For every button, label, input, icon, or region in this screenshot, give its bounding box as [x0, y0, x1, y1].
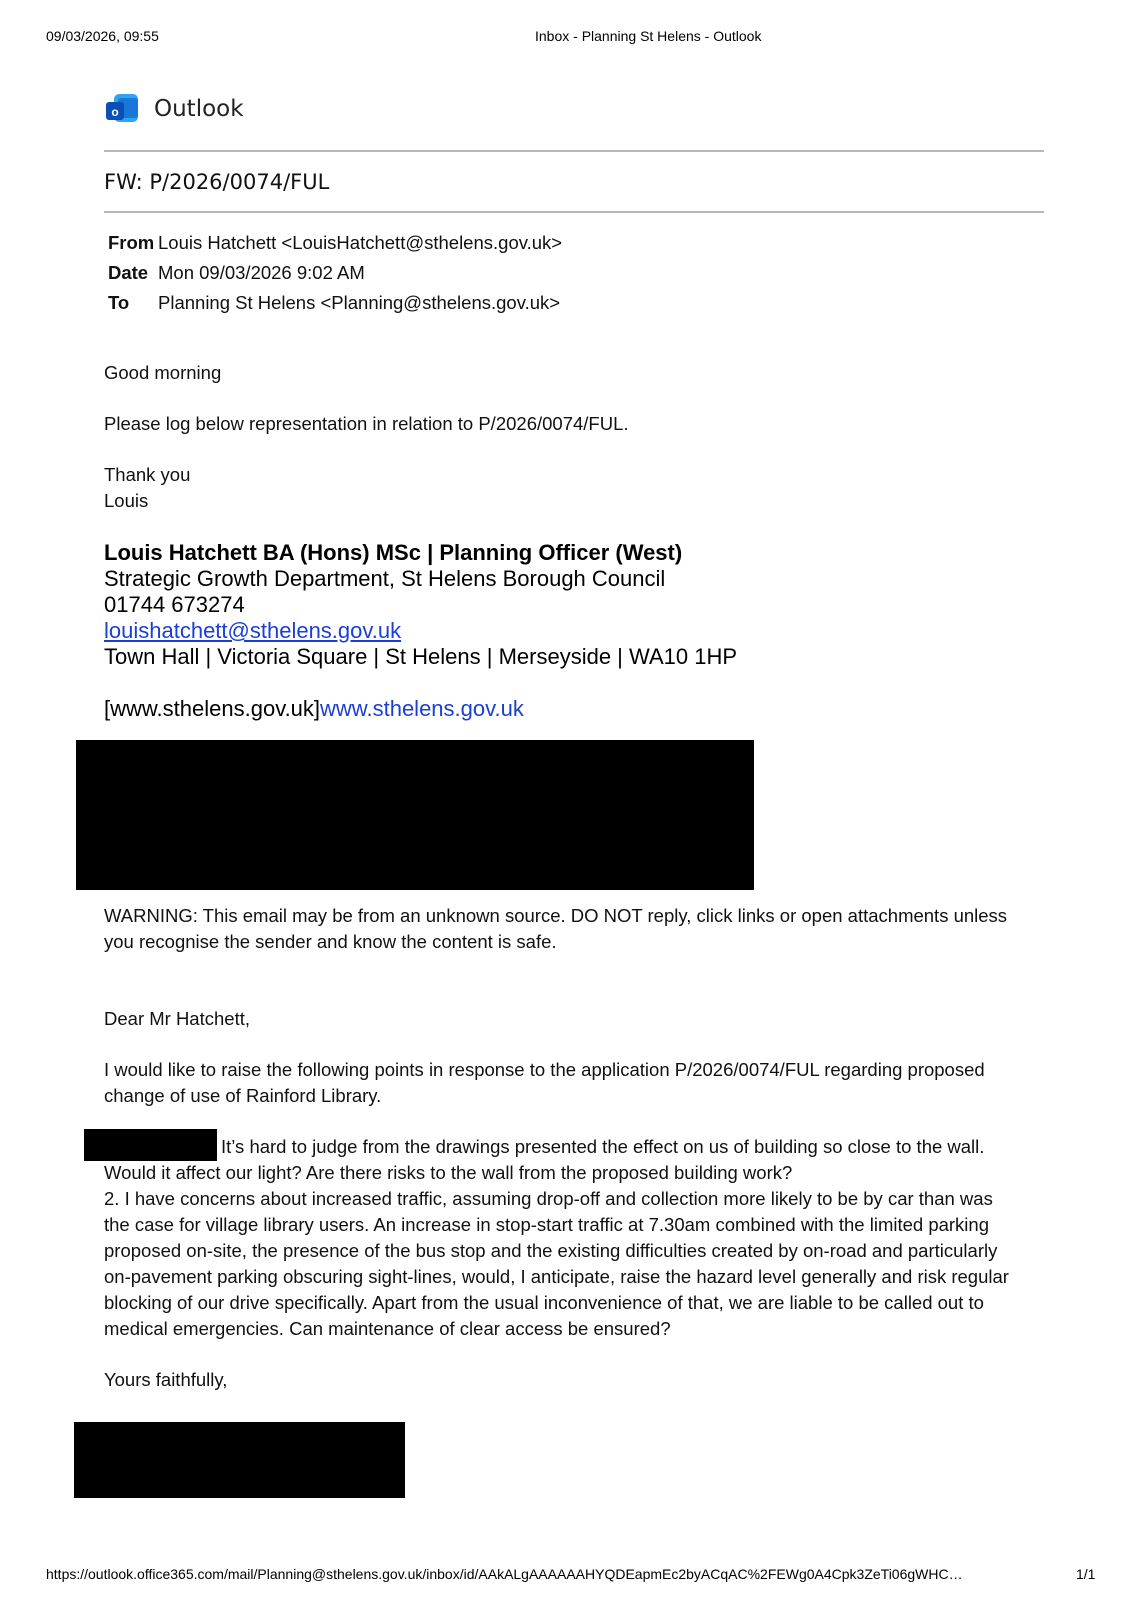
- greeting: Good morning: [104, 362, 222, 383]
- signature-department: Strategic Growth Department, St Helens Borough Council: [104, 566, 666, 591]
- signature-website: [104, 696, 524, 722]
- website-link[interactable]: www.sthelens.gov.uk: [320, 696, 524, 721]
- point2-line: blocking of our drive specifically. Apart from the usual inconvenience of that, we are liable to be called out to: [104, 1292, 984, 1313]
- thanks: Thank you: [104, 464, 191, 485]
- signature-email-link[interactable]: louishatchett@sthelens.gov.uk: [104, 618, 402, 643]
- print-datetime: 09/03/2026, 09:55: [46, 28, 159, 44]
- website-bracket-text: [www.sthelens.gov.uk]: [104, 696, 321, 721]
- to-label: To: [108, 292, 130, 313]
- date-value: Mon 09/03/2026 9:02 AM: [158, 262, 365, 283]
- request-text: Please log below representation in relation to P/2026/0074/FUL.: [104, 413, 629, 434]
- from-value[interactable]: Louis Hatchett <LouisHatchett@sthelens.gov.uk>: [158, 232, 563, 253]
- warning-line-1: WARNING: This email may be from an unknown source. DO NOT reply, click links or open attachments unless: [104, 905, 1008, 926]
- redaction-block: [76, 740, 754, 890]
- print-page-number: 1/1: [1076, 1566, 1096, 1582]
- app-name: Outlook: [154, 96, 244, 122]
- sender-first-name: Louis: [104, 490, 149, 511]
- intro-line-2: change of use of Rainford Library.: [104, 1085, 382, 1106]
- email-subject: FW: P/2026/0074/FUL: [104, 170, 330, 194]
- point1-line-1: It’s hard to judge from the drawings presented the effect on us of building so close to the wall.: [221, 1136, 985, 1157]
- divider: [104, 150, 1044, 152]
- point2-line: proposed on-site, the presence of the bus stop and the existing difficulties created by on-road and particularly: [104, 1240, 998, 1261]
- point2-line: medical emergencies. Can maintenance of clear access be ensured?: [104, 1318, 671, 1339]
- from-label: From: [108, 232, 155, 253]
- warning-line-2: you recognise the sender and know the content is safe.: [104, 931, 557, 952]
- print-page-title: Inbox - Planning St Helens - Outlook: [535, 28, 762, 44]
- point2-line: on-pavement parking obscuring sight-lines, would, I anticipate, raise the hazard level generally and risk regular: [104, 1266, 1009, 1287]
- to-row: [108, 290, 560, 316]
- to-value[interactable]: Planning St Helens <Planning@sthelens.gov.uk>: [158, 292, 561, 313]
- svg-text:o: o: [111, 105, 119, 119]
- signature-address: Town Hall | Victoria Square | St Helens | Merseyside | WA10 1HP: [104, 644, 738, 669]
- closing: Yours faithfully,: [104, 1369, 228, 1390]
- divider: [104, 211, 1044, 213]
- print-url: https://outlook.office365.com/mail/Planning@sthelens.gov.uk/inbox/id/AAkALgAAAAAAHYQDEapmEc2byACqAC%2FEWg0A4Cpk3ZeTi06gWHC…: [46, 1566, 963, 1582]
- intro-line-1: I would like to raise the following points in response to the application P/2026/0074/FUL regarding proposed: [104, 1059, 985, 1080]
- point2-line: 2. I have concerns about increased traffic, assuming drop-off and collection more likely to be by car than was: [104, 1188, 993, 1209]
- signature-name-title: Louis Hatchett BA (Hons) MSc | Planning Officer (West): [104, 540, 683, 565]
- outlook-logo-icon: [104, 92, 140, 126]
- salutation: Dear Mr Hatchett,: [104, 1008, 250, 1029]
- date-label: Date: [108, 262, 149, 283]
- redaction-block: [74, 1422, 405, 1498]
- point1-line-2: Would it affect our light? Are there risks to the wall from the proposed building work?: [104, 1162, 793, 1183]
- signature-phone: 01744 673274: [104, 592, 245, 617]
- date-row: [108, 260, 365, 286]
- from-row: [108, 230, 562, 256]
- point2-line: the case for village library users. An increase in stop-start traffic at 7.30am combined with the limited parking: [104, 1214, 989, 1235]
- redaction-block: [84, 1129, 217, 1161]
